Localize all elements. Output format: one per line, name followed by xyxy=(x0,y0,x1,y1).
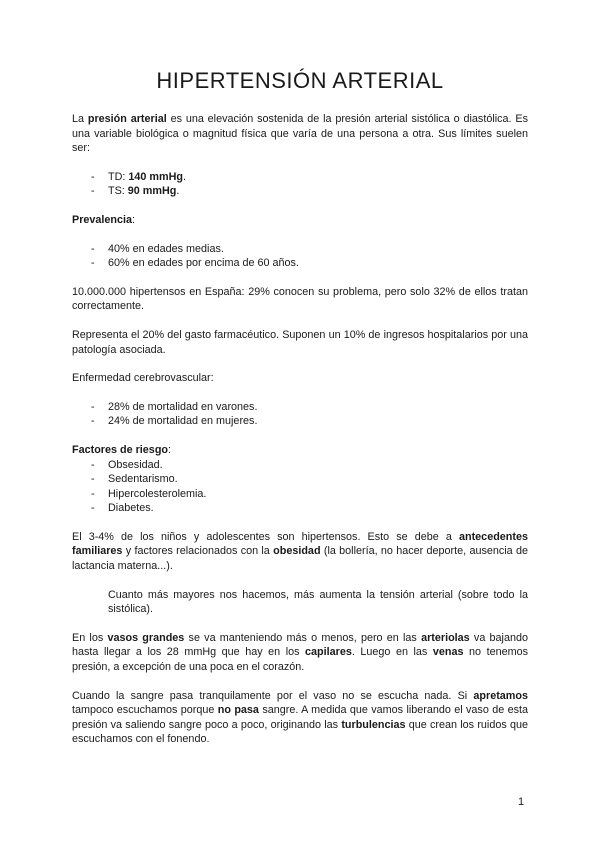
hipertensos-paragraph: 10.000.000 hipertensos en España: 29% conocen su problema, pero solo 32% de ellos tratan correctamente. xyxy=(72,285,528,313)
quote-paragraph: Cuanto más mayores nos hacemos, más aumenta la tensión arterial (sobre todo la sistólica). xyxy=(108,588,528,616)
cerebrovascular-heading: Enfermedad cerebrovascular: xyxy=(72,372,214,385)
prevalencia-list xyxy=(72,242,528,271)
document-body xyxy=(72,112,528,747)
factores-heading: Factores de riesgo: xyxy=(72,443,172,456)
intro-paragraph: La presión arterial es una elevación sostenida de la presión arterial sistólica o diastólica. Es una variable biológica o magnitud física que varía de una persona a otra. Sus límites suelen ser: xyxy=(72,113,528,155)
sangre-paragraph: Cuando la sangre pasa tranquilamente por el vaso no se escucha nada. Si apretamos tampoco escuchamos porque no pasa sangre. A medida que vamos liberando el vaso de esta presión va saliendo sangre poco a poco, originando las turbulencias que crean los ruidos que escuchamos con el fonendo. xyxy=(72,689,528,746)
vasos-paragraph: En los vasos grandes se va manteniendo más o menos, pero en las arteriolas va bajando hasta llegar a los 28 mmHg que hay en los capilares. Luego en las venas no tenemos presión, a excepción de una poca en el corazón. xyxy=(72,631,528,674)
list-item: - Sedentarismo. xyxy=(72,472,528,487)
list-item: - Obsesidad. xyxy=(72,458,528,473)
list-item: - Hipercolesterolemia. xyxy=(72,487,528,502)
page-number: 1 xyxy=(518,796,525,808)
prevalencia-heading: Prevalencia: xyxy=(72,213,136,226)
cerebrovascular-list xyxy=(72,400,528,429)
ninos-paragraph: El 3-4% de los niños y adolescentes son hipertensos. Esto se debe a antecedentes familiares y factores relacionados con la obesidad (la bollería, no hacer deporte, ausencia de lactancia materna...). xyxy=(72,530,528,573)
list-item: - TD: 140 mmHg. xyxy=(72,170,528,185)
list-item: - Diabetes. xyxy=(72,501,528,516)
list-item: - 60% en edades por encima de 60 años. xyxy=(72,256,528,271)
gasto-paragraph: Representa el 20% del gasto farmacéutico. Suponen un 10% de ingresos hospitalarios por una patología asociada. xyxy=(72,328,528,356)
page-title: HIPERTENSIÓN ARTERIAL xyxy=(156,68,444,93)
factores-list xyxy=(72,458,528,516)
list-item: - 24% de mortalidad en mujeres. xyxy=(72,414,528,429)
list-item: - TS: 90 mmHg. xyxy=(72,184,528,199)
limits-list xyxy=(72,170,528,199)
list-item: - 28% de mortalidad en varones. xyxy=(72,400,528,415)
list-item: - 40% en edades medias. xyxy=(72,242,528,257)
